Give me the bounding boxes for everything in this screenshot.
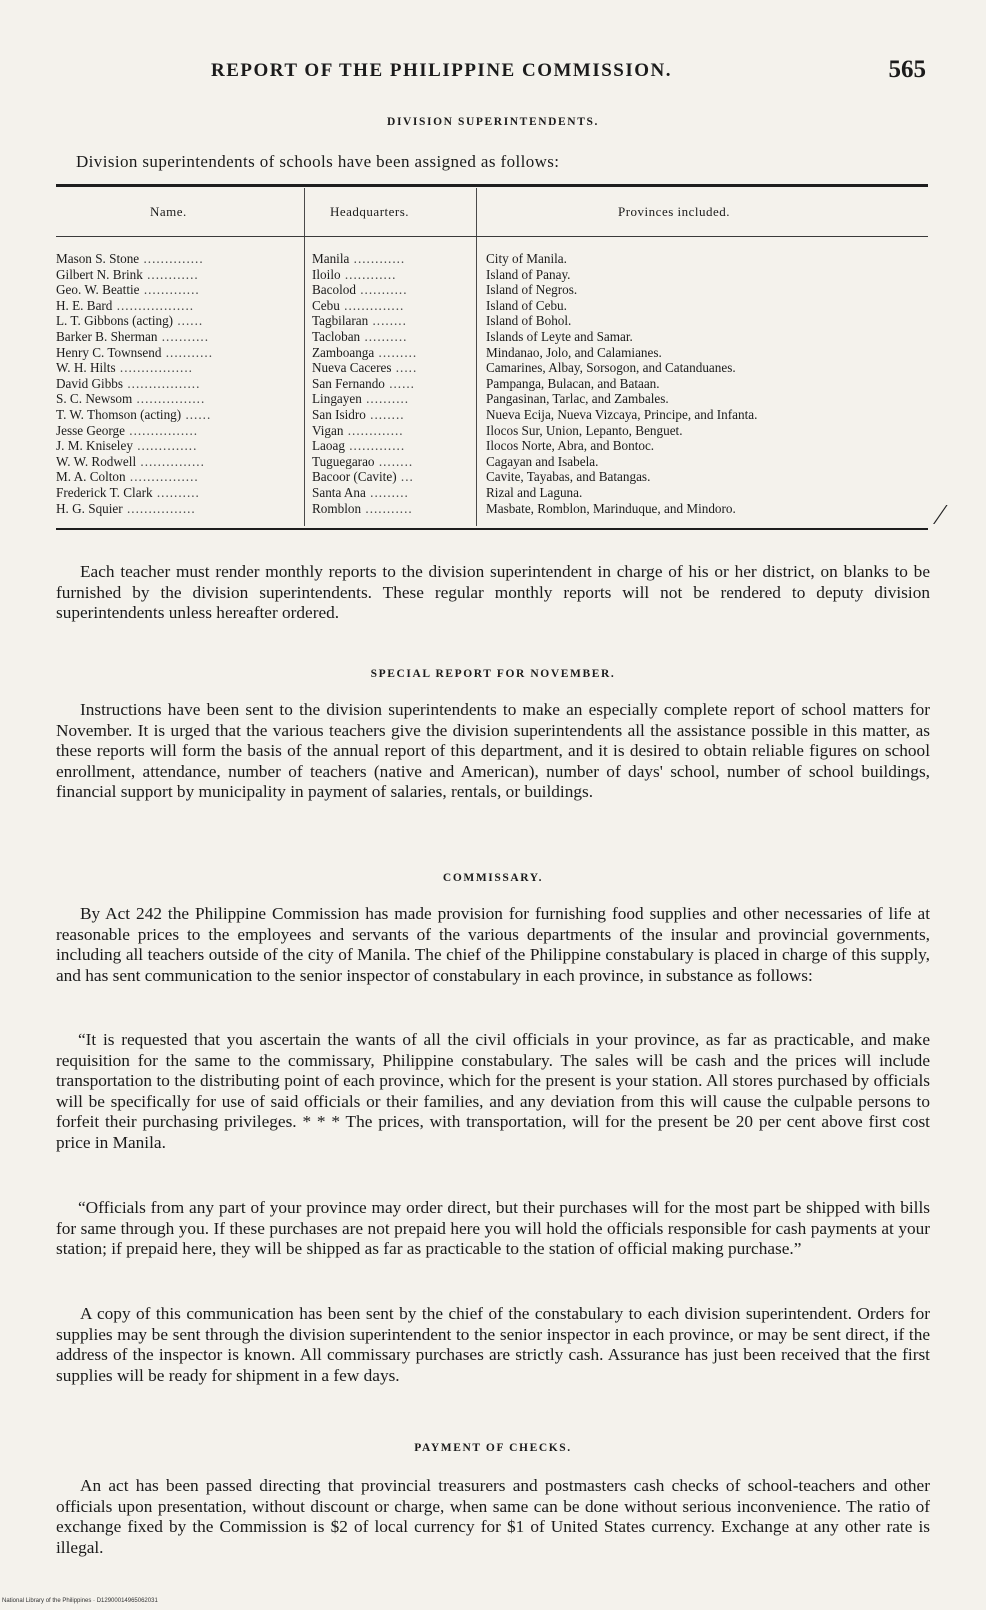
superintendent-name <box>56 391 296 407</box>
headquarters-text: Tacloban <box>312 328 361 344</box>
headquarters-text: Zamboanga <box>312 344 375 360</box>
headquarters-text: Laoag <box>312 438 345 454</box>
provinces-included <box>486 438 931 454</box>
provinces-included <box>486 282 931 298</box>
dot-leader: ........ <box>368 313 407 329</box>
dot-leader: ........ <box>365 406 405 422</box>
headquarters <box>312 298 467 314</box>
column-divider <box>476 188 477 526</box>
dot-leader: ............ <box>142 266 199 282</box>
superintendent-name-text: Mason S. Stone <box>56 251 140 266</box>
headquarters-text: Bacolod <box>312 282 356 298</box>
superintendent-name <box>56 423 296 439</box>
dot-leader: .............. <box>139 251 204 266</box>
headquarters <box>312 345 467 361</box>
provinces-included <box>486 345 931 361</box>
paragraph-monthly-reports: Each teacher must render monthly reports to the division superintendent in charge of his or her district, on blanks to be furnished by the division superintendents. These regular monthly reports will not be rendered to deputy division superintendents unless hereafter ordered. <box>56 562 930 623</box>
headquarters-text: Bacoor (Cavite) <box>312 469 397 485</box>
dot-leader: ................ <box>124 422 199 438</box>
table-rule-top <box>56 184 928 187</box>
superintendent-name <box>56 485 296 501</box>
section-heading-division: DIVISION SUPERINTENDENTS. <box>387 116 599 128</box>
dot-leader: .......... <box>360 328 408 344</box>
provinces-included-text: Island of Cebu. <box>486 297 567 313</box>
provinces-included-text: Island of Bohol. <box>486 313 572 329</box>
provinces-included <box>486 313 931 329</box>
running-head <box>56 56 926 90</box>
dot-leader: ........... <box>161 344 213 360</box>
superintendent-name <box>56 438 296 454</box>
superintendent-name-text: M. A. Colton <box>56 469 126 485</box>
table-rule-header <box>56 236 928 237</box>
superintendent-name <box>56 267 296 283</box>
dot-leader: ................ <box>125 469 199 485</box>
superintendent-name-text: W. H. Hilts <box>56 360 116 376</box>
running-title: REPORT OF THE PHILIPPINE COMMISSION. <box>211 60 673 81</box>
provinces-included-text: Rizal and Laguna. <box>486 484 583 500</box>
paragraph-payment-checks: An act has been passed directing that provincial treasurers and postmasters cash checks of school-teachers and other officials upon presentation, without discount or charge, when same can be done without serious inconvenience. The ratio of exchange fixed by the Commission is $2 of local currency for $1 of United States currency. Exchange at any other rate is illegal. <box>56 1476 930 1557</box>
provinces-included <box>486 391 931 407</box>
dot-leader: ...... <box>181 406 212 422</box>
provinces-included <box>486 501 931 517</box>
provinces-included <box>486 298 931 314</box>
headquarters-text: Lingayen <box>312 391 362 407</box>
headquarters-text: Tuguegarao <box>312 453 375 469</box>
provinces-included <box>486 376 931 392</box>
dot-leader: ............. <box>344 438 406 454</box>
headquarters-text: Romblon <box>312 500 362 516</box>
page-number: 565 <box>888 56 926 83</box>
dot-leader: ............... <box>136 453 205 469</box>
provinces-included <box>486 251 931 267</box>
dot-leader: ............. <box>139 282 200 298</box>
table-rule-bottom <box>56 528 928 530</box>
headquarters <box>312 485 467 501</box>
superintendent-name <box>56 282 296 298</box>
section-heading-commissary: COMMISSARY. <box>442 872 544 884</box>
headquarters <box>312 376 467 392</box>
paragraph-commissary-quote-2: “Officials from any part of your province may order direct, but their purchases will for the most part be shipped with bills for same through you. If these purchases are not prepaid here you will hold the officials responsible for cash payments at your station; if prepaid here, they will be shipped as far as practicable to the station of official making purchase.” <box>56 1198 930 1259</box>
superintendent-name-text: Henry C. Townsend <box>56 344 162 360</box>
superintendent-name <box>56 501 296 517</box>
headquarters-text: Santa Ana <box>312 484 366 500</box>
margin-pencil-mark: ⁄ <box>938 500 943 531</box>
headquarters <box>312 360 467 376</box>
dot-leader: ........... <box>361 500 413 516</box>
dot-leader: ............ <box>340 266 397 282</box>
headquarters <box>312 282 467 298</box>
superintendent-name-text: T. W. Thomson (acting) <box>56 406 182 422</box>
headquarters <box>312 438 467 454</box>
dot-leader: ...... <box>173 313 204 329</box>
section-heading-special-report: SPECIAL REPORT FOR NOVEMBER. <box>370 668 616 680</box>
provinces-included-text: Mindanao, Jolo, and Calamianes. <box>486 344 662 360</box>
dot-leader: ......... <box>374 344 418 360</box>
column-header-provinces: Provinces included. <box>618 204 731 219</box>
provinces-included-text: Pampanga, Bulacan, and Bataan. <box>486 375 660 391</box>
provinces-included-text: Ilocos Sur, Union, Lepanto, Benguet. <box>486 422 683 438</box>
headquarters-text: Tagbilaran <box>312 313 369 329</box>
section-heading-checks: PAYMENT OF CHECKS. <box>414 1442 572 1454</box>
provinces-included <box>486 407 931 423</box>
provinces-included-text: Masbate, Romblon, Marinduque, and Mindoro. <box>486 500 736 516</box>
dot-leader: ........ <box>374 453 414 469</box>
provinces-included <box>486 454 931 470</box>
provinces-included-text: Ilocos Norte, Abra, and Bontoc. <box>486 438 655 454</box>
dot-leader: ........... <box>355 282 408 298</box>
superintendent-name-text: J. M. Kniseley <box>56 438 133 454</box>
superintendent-name <box>56 329 296 345</box>
provinces-included-text: City of Manila. <box>486 251 567 266</box>
provinces-included <box>486 469 931 485</box>
headquarters <box>312 407 467 423</box>
superintendent-name-text: Frederick T. Clark <box>56 484 153 500</box>
dot-leader: ..... <box>391 360 418 376</box>
provinces-included-text: Camarines, Albay, Sorsogon, and Catanduanes. <box>486 360 736 376</box>
paragraph-special-report: Instructions have been sent to the division superintendents to make an especially complete report of school matters for November. It is urged that the various teachers give the division superintendents all the assistance possible in this matter, as these reports will form the basis of the annual report of this department, and it is desired to obtain reliable figures on school enrollment, attendance, number of teachers (native and American), number of days' school, number of school buildings, financial support by municipality in payment of salaries, rentals, or buildings. <box>56 700 930 802</box>
provinces-included-text: Island of Negros. <box>486 282 578 298</box>
dot-leader: ................. <box>123 375 201 391</box>
dot-leader: ........... <box>157 328 210 344</box>
superintendent-name-text: W. W. Rodwell <box>56 453 137 469</box>
superintendent-name-text: Gilbert N. Brink <box>56 266 143 282</box>
column-divider <box>304 188 305 526</box>
headquarters-text: Iloilo <box>312 266 341 282</box>
dot-leader: ................ <box>122 500 196 516</box>
dot-leader: .................. <box>112 297 195 313</box>
dot-leader: .............. <box>132 438 198 454</box>
headquarters-text: San Isidro <box>312 406 366 422</box>
dot-leader: ............ <box>349 251 406 266</box>
superintendent-name-text: S. C. Newsom <box>56 391 133 407</box>
dot-leader: ...... <box>384 375 415 391</box>
provinces-included-text: Cavite, Tayabas, and Batangas. <box>486 469 651 485</box>
provinces-included <box>486 329 931 345</box>
headquarters <box>312 267 467 283</box>
paragraph-commissary-followup: A copy of this communication has been sent by the chief of the constabulary to each division superintendent. Orders for supplies may be sent through the division superintendent to the senior inspector in each province, or may be sent direct, if the address of the inspector is known. All commissary purchases are strictly cash. Assurance has just been received that the first supplies will be ready for shipment in a few days. <box>56 1304 930 1385</box>
provinces-included-text: Island of Panay. <box>486 266 571 282</box>
headquarters <box>312 423 467 439</box>
dot-leader: ... <box>396 469 414 485</box>
dot-leader: .......... <box>152 484 200 500</box>
superintendent-name-text: H. G. Squier <box>56 500 123 516</box>
dot-leader: ......... <box>365 484 409 500</box>
headquarters <box>312 251 467 267</box>
superintendent-name-text: H. E. Bard <box>56 297 113 313</box>
superintendent-name <box>56 454 296 470</box>
provinces-included <box>486 360 931 376</box>
superintendent-name <box>56 376 296 392</box>
provinces-included-text: Cagayan and Isabela. <box>486 453 599 469</box>
dot-leader: ................. <box>115 360 193 376</box>
headquarters <box>312 501 467 517</box>
superintendent-name <box>56 251 296 267</box>
headquarters-text: Cebu <box>312 297 340 313</box>
column-header-name: Name. <box>150 204 187 219</box>
provinces-included <box>486 267 931 283</box>
dot-leader: .............. <box>339 297 405 313</box>
provinces-included-text: Pangasinan, Tarlac, and Zambales. <box>486 391 669 407</box>
headquarters <box>312 313 467 329</box>
column-header-headquarters: Headquarters. <box>330 204 410 219</box>
provinces-included <box>486 485 931 501</box>
superintendent-name-text: Jesse George <box>56 422 125 438</box>
column-headquarters <box>312 251 467 516</box>
dot-leader: .......... <box>361 391 410 407</box>
superintendent-name <box>56 407 296 423</box>
superintendent-name <box>56 345 296 361</box>
superintendent-name-text: L. T. Gibbons (acting) <box>56 313 174 329</box>
headquarters-text: Nueva Caceres <box>312 360 392 376</box>
provinces-included-text: Islands of Leyte and Samar. <box>486 328 633 344</box>
digitization-credit: National Library of the Philippines · D12900014965062031 <box>2 1598 158 1604</box>
superintendent-name <box>56 469 296 485</box>
superintendent-name <box>56 360 296 376</box>
headquarters <box>312 391 467 407</box>
headquarters-text: San Fernando <box>312 375 385 391</box>
headquarters <box>312 329 467 345</box>
provinces-included <box>486 423 931 439</box>
superintendent-name-text: David Gibbs <box>56 375 124 391</box>
dot-leader: ............. <box>343 422 404 438</box>
superintendent-name <box>56 313 296 329</box>
superintendent-name-text: Geo. W. Beattie <box>56 282 140 298</box>
column-provinces <box>486 251 931 516</box>
paragraph-commissary-quote-1: “It is requested that you ascertain the wants of all the civil officials in your province, as far as practicable, and make requisition for the same to the commissary, Philippine constabulary. The sales will be cash and the prices will include transportation to the distributing point of each province, which for the present is your station. All stores purchased by officials will be specifically for use of said officials or their families, and any deviation from this will cause the culpable persons to forfeit their purchasing privileges. * * * The prices, with transportation, will for the present be 20 per cent above first cost price in Manila. <box>56 1030 930 1152</box>
division-intro: Division superintendents of schools have been assigned as follows: <box>76 152 560 171</box>
paragraph-commissary-intro: By Act 242 the Philippine Commission has made provision for furnishing food supplies and other necessaries of life at reasonable prices to the employees and servants of the various departments of the insular and provincial governments, including all teachers outside of the city of Manila. The chief of the Philippine constabulary is placed in charge of this supply, and has sent communication to the senior inspector of constabulary in each province, in substance as follows: <box>56 904 930 985</box>
headquarters-text: Manila <box>312 251 350 266</box>
headquarters <box>312 469 467 485</box>
headquarters <box>312 454 467 470</box>
provinces-included-text: Nueva Ecija, Nueva Vizcaya, Principe, and Infanta. <box>486 406 758 422</box>
superintendent-name <box>56 298 296 314</box>
headquarters-text: Vigan <box>312 422 344 438</box>
superintendent-name-text: Barker B. Sherman <box>56 328 158 344</box>
column-names <box>56 251 296 516</box>
dot-leader: ................ <box>132 391 206 407</box>
